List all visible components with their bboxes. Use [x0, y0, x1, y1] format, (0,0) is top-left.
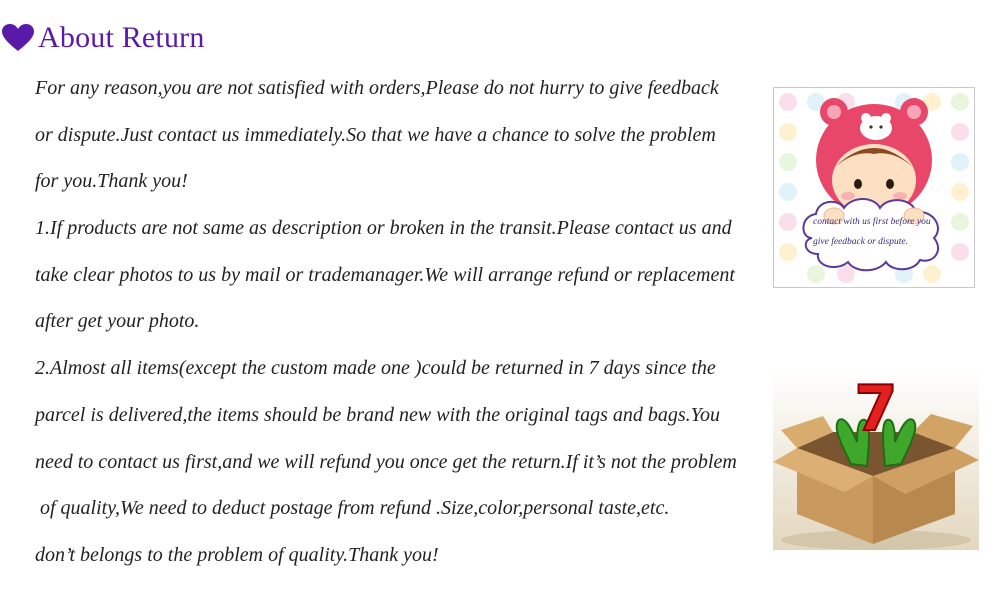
policy-line: of quality,We need to deduct postage from refund .Size,color,personal taste,etc.	[35, 497, 670, 520]
policy-line: don’t belongs to the problem of quality.Thank you!	[35, 543, 439, 566]
policy-line: 2.Almost all items(except the custom made one )could be returned in 7 days since the	[35, 357, 716, 380]
speech-line: give feedback or dispute.	[813, 237, 908, 247]
page-title: About Return	[38, 21, 205, 54]
speech-line: contact with us first before you	[813, 217, 931, 227]
policy-line: For any reason,you are not satisfied with orders,Please do not hurry to give feedback	[35, 77, 719, 99]
policy-line: take clear photos to us by mail or trademanager.We will arrange refund or replacement	[35, 263, 735, 286]
section-header	[2, 18, 205, 58]
policy-line: need to contact us first,and we will refund you once get the return.If it’s not the problem	[35, 450, 737, 473]
polka-dot-background	[774, 88, 974, 287]
heart-icon	[2, 24, 34, 52]
number-seven-icon	[854, 372, 897, 445]
policy-line: parcel is delivered,the items should be brand new with the original tags and bags.You	[35, 403, 720, 426]
policy-line: for you.Thank you!	[35, 170, 188, 193]
speech-bubble-text	[813, 212, 953, 252]
policy-line: after get your photo.	[35, 310, 200, 333]
policy-line: 1.If products are not same as description or broken in the transit.Please contact us and	[35, 217, 732, 240]
contact-us-illustration	[773, 87, 975, 288]
seven-text: 7	[854, 372, 898, 445]
seven-day-return-illustration	[773, 368, 979, 550]
return-policy-text	[35, 65, 765, 579]
policy-line: or dispute.Just contact us immediately.So that we have a chance to solve the problem	[35, 123, 716, 146]
